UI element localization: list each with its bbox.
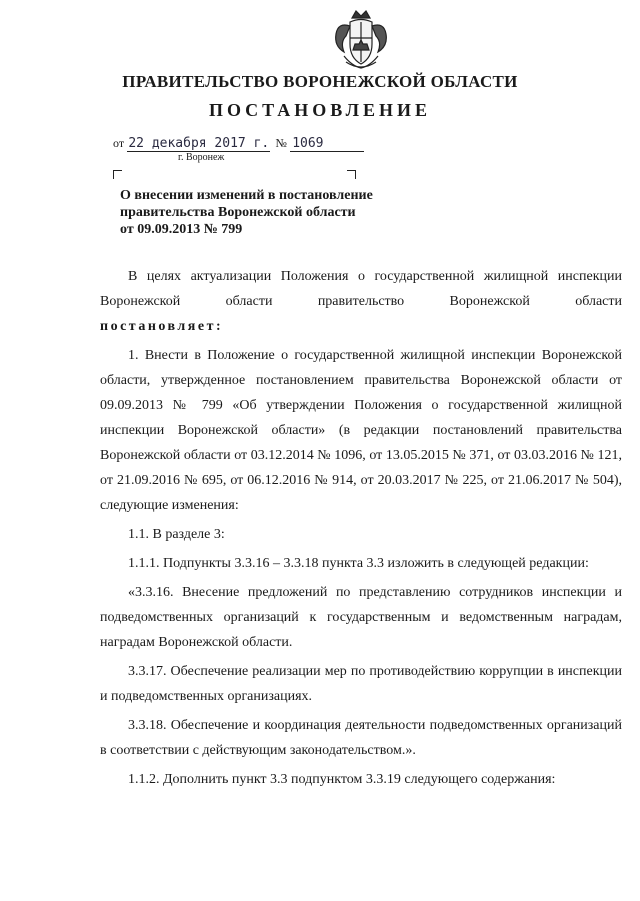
document-subject bbox=[120, 187, 420, 238]
document-date: 22 декабря 2017 г. bbox=[128, 136, 270, 151]
dateline bbox=[113, 135, 364, 152]
date-from-label: от bbox=[113, 136, 125, 150]
subject-corner-mark-right bbox=[347, 170, 356, 179]
intro-line-2: Воронежской области правительство Воронежской области bbox=[100, 294, 622, 309]
resolves-word bbox=[100, 314, 622, 339]
document-body bbox=[100, 264, 622, 792]
subject-corner-mark-left bbox=[113, 170, 122, 179]
subject-line: от 09.09.2013 № 799 bbox=[120, 222, 243, 237]
subject-line: правительства Воронежской области bbox=[120, 205, 356, 220]
intro-line-1: В целях актуализации Положения о государственной жилищной инспекции bbox=[128, 269, 622, 284]
document-number: 1069 bbox=[290, 136, 364, 152]
document-type: ПОСТАНОВЛЕНИЕ bbox=[208, 100, 432, 120]
city-label: г. Воронеж bbox=[178, 152, 225, 163]
item-1-1-2: 1.1.2. Дополнить пункт 3.3 подпунктом 3.3.19 следующего содержания: bbox=[128, 772, 556, 787]
voronezh-coat-of-arms-icon bbox=[330, 8, 392, 74]
item-1-1: 1.1. В разделе 3: bbox=[128, 527, 225, 542]
government-name: ПРАВИТЕЛЬСТВО ВОРОНЕЖСКОЙ ОБЛАСТИ bbox=[122, 72, 518, 91]
subject-line: О внесении изменений в постановление bbox=[120, 188, 373, 203]
number-label: № bbox=[275, 136, 287, 150]
quoted-3-3-17: 3.3.17. Обеспечение реализации мер по противодействию коррупции в инспекции и подведомственных организациях. bbox=[100, 664, 622, 704]
quoted-3-3-16: «3.3.16. Внесение предложений по представлению сотрудников инспекции и подведомственных организаций к государственным и ведомственным наградам, наградам Воронежской области. bbox=[100, 585, 622, 650]
item-1-1-1: 1.1.1. Подпункты 3.3.16 – 3.3.18 пункта 3.3 изложить в следующей редакции: bbox=[128, 556, 589, 571]
quoted-3-3-18: 3.3.18. Обеспечение и координация деятельности подведомственных организаций в соответствии с действующим законодательством.». bbox=[100, 718, 622, 758]
resolves-text: постановляет: bbox=[100, 319, 224, 334]
item-1: 1. Внести в Положение о государственной жилищной инспекции Воронежской области, утвержденное постановлением правительства Воронежской области от 09.09.2013 № 799 «Об утверждении Положения о государственной жилищной инспекции Воронежской области» (в редакции постановлений правительства Воронежской области от 03.12.2014 № 1096, от 13.05.2015 № 371, от 03.03.2016 № 121, от 21.09.2016 № 695, от 06.12.2016 № 914, от 20.03.2017 № 225, от 21.06.2017 № 504), следующие изменения: bbox=[100, 348, 622, 513]
